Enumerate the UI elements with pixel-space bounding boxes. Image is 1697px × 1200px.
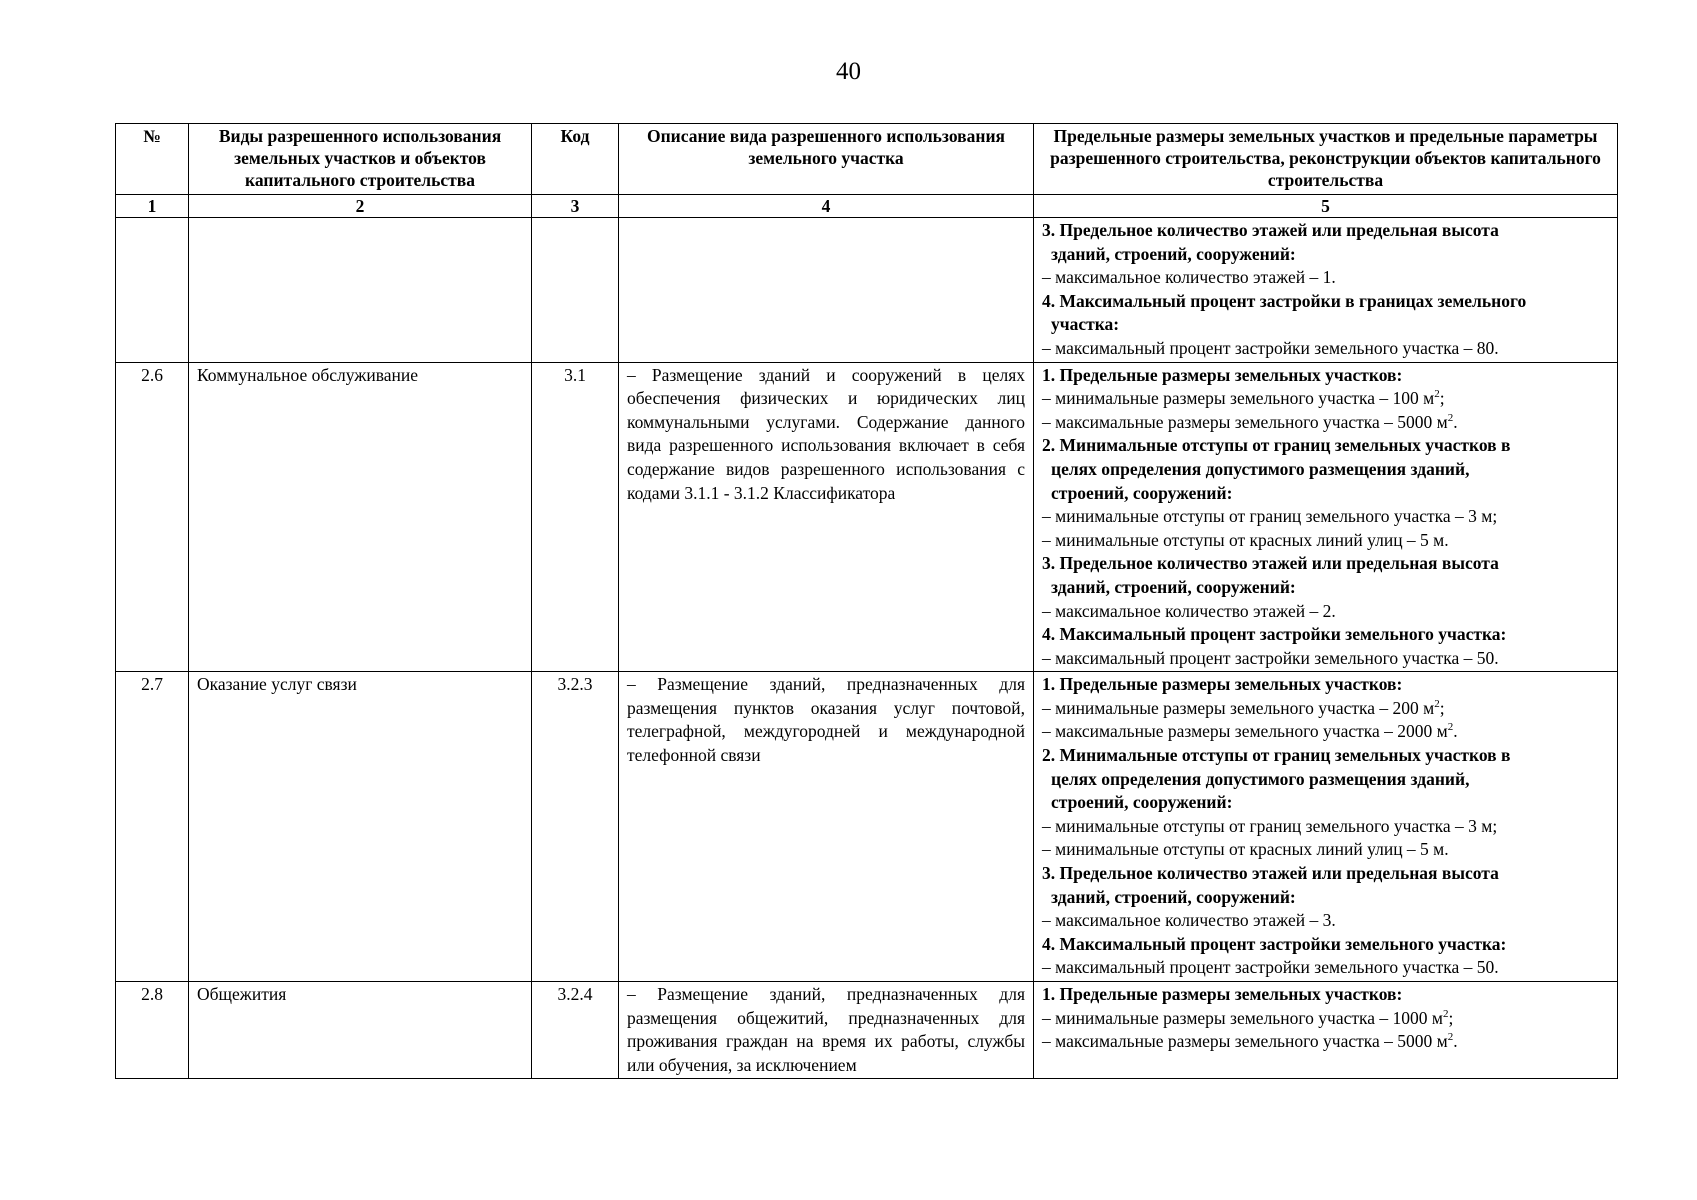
- row-number-cell: 2.7: [116, 672, 189, 982]
- parameter-heading: [1042, 243, 1609, 267]
- parameter-heading: [1042, 886, 1609, 910]
- parameter-text: строений, сооружений:: [1051, 482, 1233, 503]
- code-cell: 3.1: [532, 362, 619, 672]
- parameter-heading: [1042, 458, 1609, 482]
- parameter-text: 2. Минимальные отступы от границ земельных участков в: [1042, 745, 1511, 766]
- parameter-punctuation: .: [1453, 411, 1458, 432]
- parameter-text: 3. Предельное количество этажей или предельная высота: [1042, 863, 1499, 884]
- parameter-text: целях определения допустимого размещения зданий,: [1051, 458, 1470, 479]
- parameter-heading: [1042, 364, 1609, 388]
- table-row: [116, 362, 1618, 672]
- parameter-line: [1042, 1030, 1609, 1054]
- superscript: 2: [1447, 411, 1454, 424]
- row-number-cell: 2.6: [116, 362, 189, 672]
- header-parameters: Предельные размеры земельных участков и предельные параметры разрешенного строительства, реконструкции объектов капитального строительства: [1034, 124, 1618, 195]
- use-type-cell: Общежития: [189, 982, 532, 1079]
- parameter-text: – максимальные размеры земельного участка – 2000 м: [1042, 721, 1448, 742]
- parameter-heading: [1042, 983, 1609, 1007]
- parameter-text: участка:: [1051, 314, 1120, 335]
- superscript: 2: [1447, 721, 1454, 734]
- superscript: 2: [1442, 1007, 1449, 1020]
- code-cell: [532, 218, 619, 363]
- parameter-line: [1042, 720, 1609, 744]
- parameter-line: [1042, 529, 1609, 553]
- column-number: 4: [619, 195, 1034, 218]
- parameter-heading: [1042, 313, 1609, 337]
- table-row: [116, 982, 1618, 1079]
- parameter-heading: [1042, 933, 1609, 957]
- parameter-text: 1. Предельные размеры земельных участков:: [1042, 984, 1403, 1004]
- code-cell: 3.2.3: [532, 672, 619, 982]
- parameter-text: строений, сооружений:: [1051, 792, 1233, 813]
- parameter-text: зданий, строений, сооружений:: [1051, 576, 1296, 597]
- parameter-line: [1042, 697, 1609, 721]
- parameter-text: – максимальный процент застройки земельного участка – 50.: [1042, 957, 1499, 978]
- parameter-line: [1042, 600, 1609, 624]
- parameter-text: 4. Максимальный процент застройки земельного участка:: [1042, 933, 1507, 954]
- parameter-heading: [1042, 791, 1609, 815]
- table-row: [116, 672, 1618, 982]
- page-number: 40: [836, 58, 861, 85]
- column-number: 3: [532, 195, 619, 218]
- parameter-text: – минимальные отступы от красных линий улиц – 5 м.: [1042, 529, 1449, 550]
- table-body: [116, 218, 1618, 1079]
- header-code: Код: [532, 124, 619, 195]
- parameter-text: – максимальное количество этажей – 3.: [1042, 910, 1336, 931]
- use-type-cell: Коммунальное обслуживание: [189, 362, 532, 672]
- row-number-cell: [116, 218, 189, 363]
- parameter-line: [1042, 266, 1609, 290]
- parameter-text: 1. Предельные размеры земельных участков:: [1042, 364, 1403, 385]
- header-description: Описание вида разрешенного использования земельного участка: [619, 124, 1034, 195]
- parameter-line: [1042, 909, 1609, 933]
- parameter-text: зданий, строений, сооружений:: [1051, 243, 1296, 264]
- parameter-heading: [1042, 623, 1609, 647]
- superscript: 2: [1434, 698, 1440, 711]
- parameter-text: – максимальные размеры земельного участка – 5000 м: [1042, 411, 1448, 432]
- table-header-row: [116, 124, 1618, 195]
- parameters-cell: [1034, 672, 1618, 982]
- parameter-text: – минимальные отступы от границ земельного участка – 3 м;: [1042, 815, 1498, 836]
- parameter-text: – минимальные размеры земельного участка – 100 м: [1042, 388, 1435, 409]
- parameter-line: [1042, 647, 1609, 671]
- parameter-punctuation: .: [1453, 1031, 1458, 1052]
- zoning-parameters-table: [115, 123, 1618, 1079]
- row-number-cell: 2.8: [116, 982, 189, 1079]
- parameter-text: – максимальные размеры земельного участка – 5000 м: [1042, 1031, 1448, 1052]
- parameter-heading: [1042, 219, 1609, 243]
- parameter-text: – минимальные отступы от границ земельного участка – 3 м;: [1042, 506, 1498, 527]
- parameter-text: целях определения допустимого размещения зданий,: [1051, 768, 1470, 789]
- column-number: 5: [1034, 195, 1618, 218]
- parameter-punctuation: ;: [1439, 697, 1445, 718]
- parameter-text: – минимальные отступы от красных линий улиц – 5 м.: [1042, 839, 1449, 860]
- table-row: [116, 218, 1618, 363]
- column-number: 1: [116, 195, 189, 218]
- description-cell: – Размещение зданий, предназначенных для размещения пунктов оказания услуг почтовой, телеграфной, междугородней и международной телефонной связи: [619, 672, 1034, 982]
- use-type-cell: [189, 218, 532, 363]
- parameter-line: [1042, 956, 1609, 980]
- parameter-heading: [1042, 552, 1609, 576]
- parameter-heading: [1042, 862, 1609, 886]
- parameter-line: [1042, 505, 1609, 529]
- parameter-punctuation: .: [1453, 721, 1458, 742]
- parameter-line: [1042, 337, 1609, 361]
- parameter-heading: [1042, 673, 1609, 697]
- parameter-line: [1042, 815, 1609, 839]
- parameters-cell: [1034, 218, 1618, 363]
- parameter-text: 3. Предельное количество этажей или предельная высота: [1042, 553, 1499, 574]
- parameter-punctuation: ;: [1448, 1007, 1454, 1028]
- parameter-text: – максимальное количество этажей – 2.: [1042, 600, 1336, 621]
- superscript: 2: [1434, 388, 1440, 401]
- parameter-text: – минимальные размеры земельного участка – 200 м: [1042, 697, 1435, 718]
- parameter-line: [1042, 411, 1609, 435]
- parameter-heading: [1042, 744, 1609, 768]
- superscript: 2: [1447, 1031, 1454, 1044]
- column-number: 2: [189, 195, 532, 218]
- parameter-text: – минимальные размеры земельного участка – 1000 м: [1042, 1007, 1443, 1028]
- parameter-text: 4. Максимальный процент застройки в границах земельного: [1042, 290, 1527, 311]
- description-cell: – Размещение зданий, предназначенных для размещения общежитий, предназначенных для проживания граждан на время их работы, службы или обучения, за исключением: [619, 982, 1034, 1079]
- parameter-heading: [1042, 482, 1609, 506]
- parameter-text: 3. Предельное количество этажей или предельная высота: [1042, 220, 1499, 240]
- parameter-line: [1042, 838, 1609, 862]
- parameter-text: – максимальное количество этажей – 1.: [1042, 267, 1336, 288]
- parameter-heading: [1042, 576, 1609, 600]
- parameter-text: 4. Максимальный процент застройки земельного участка:: [1042, 624, 1507, 645]
- parameter-text: – максимальный процент застройки земельного участка – 80.: [1042, 337, 1499, 358]
- parameter-line: [1042, 387, 1609, 411]
- column-number-row: [116, 195, 1618, 218]
- code-cell: 3.2.4: [532, 982, 619, 1079]
- parameter-text: 2. Минимальные отступы от границ земельных участков в: [1042, 435, 1511, 456]
- parameter-heading: [1042, 434, 1609, 458]
- parameter-text: – максимальный процент застройки земельного участка – 50.: [1042, 647, 1499, 668]
- use-type-cell: Оказание услуг связи: [189, 672, 532, 982]
- parameter-heading: [1042, 768, 1609, 792]
- description-cell: – Размещение зданий и сооружений в целях обеспечения физических и юридических лиц коммунальными услугами. Содержание данного вида разрешенного использования включает в себя содержание видов разрешенного использования с кодами 3.1.1 - 3.1.2 Классификатора: [619, 362, 1034, 672]
- parameter-text: 1. Предельные размеры земельных участков:: [1042, 674, 1403, 695]
- header-use-type: Виды разрешенного использования земельных участков и объектов капитального строительства: [189, 124, 532, 195]
- parameter-punctuation: ;: [1439, 388, 1445, 409]
- header-number: №: [116, 124, 189, 195]
- parameters-cell: [1034, 982, 1618, 1079]
- parameter-heading: [1042, 290, 1609, 314]
- parameter-line: [1042, 1007, 1609, 1031]
- description-cell: [619, 218, 1034, 363]
- parameter-text: зданий, строений, сооружений:: [1051, 886, 1296, 907]
- parameters-cell: [1034, 362, 1618, 672]
